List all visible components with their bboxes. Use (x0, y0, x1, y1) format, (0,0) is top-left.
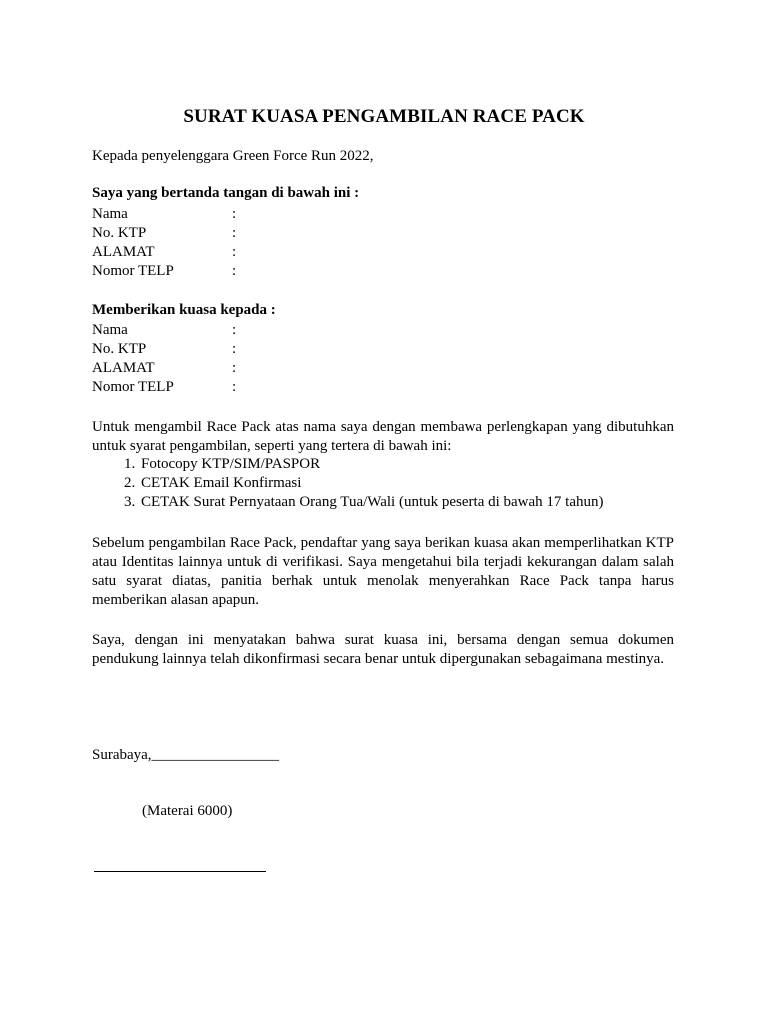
grantor-ktp-label: No. KTP (92, 225, 147, 241)
grantee-name-label: Nama (92, 322, 128, 338)
statement-paragraph: Saya, dengan ini menyatakan bahwa surat kuasa ini, bersama dengan semua dokumen pendukung lainnya telah dikonfirmasi secara benar untuk dipergunakan sebagaimana mestinya. (92, 632, 674, 667)
grantee-ktp-label: No. KTP (92, 341, 147, 357)
requirement-item: 1. Fotocopy KTP/SIM/PASPOR (139, 455, 604, 474)
grantee-ktp-colon: : (232, 341, 237, 357)
signature-line (94, 871, 266, 872)
purpose-paragraph: Untuk mengambil Race Pack atas nama saya dengan membawa perlengkapan yang dibutuhkan untuk syarat pengambilan, seperti yang tertera di bawah ini: (92, 419, 674, 454)
grantee-name-colon: : (232, 322, 237, 338)
requirement-item: 3. CETAK Surat Pernyataan Orang Tua/Wali (untuk peserta di bawah 17 tahun) (139, 493, 604, 512)
requirements-list (92, 455, 604, 512)
requirement-item: 2. CETAK Email Konfirmasi (139, 474, 604, 493)
verification-paragraph: Sebelum pengambilan Race Pack, pendaftar yang saya berikan kuasa akan memperlihatkan KTP atau Identitas lainnya untuk di verifikasi. Saya mengetahui bila terjadi kekurangan dalam salah satu syarat diatas, panitia berhak untuk menolak menyerahkan Race Pack tanpa harus memberikan alasan apapun. (92, 535, 674, 608)
grantee-heading: Memberikan kuasa kepada : (92, 302, 276, 318)
document-title: SURAT KUASA PENGAMBILAN RACE PACK (183, 106, 585, 127)
grantor-phone-label: Nomor TELP (92, 263, 174, 279)
grantee-phone-colon: : (232, 379, 237, 395)
stamp-note: (Materai 6000) (142, 803, 233, 819)
place-date: Surabaya,_________________ (92, 747, 280, 763)
grantee-address-label: ALAMAT (92, 360, 155, 376)
grantor-name-label: Nama (92, 206, 128, 222)
grantor-phone-colon: : (232, 263, 237, 279)
grantee-phone-label: Nomor TELP (92, 379, 174, 395)
grantor-address-label: ALAMAT (92, 244, 155, 260)
grantor-address-colon: : (232, 244, 237, 260)
greeting: Kepada penyelenggara Green Force Run 2022, (92, 148, 374, 164)
grantee-address-colon: : (232, 360, 237, 376)
grantor-ktp-colon: : (232, 225, 237, 241)
grantor-name-colon: : (232, 206, 237, 222)
grantor-heading: Saya yang bertanda tangan di bawah ini : (92, 185, 360, 201)
